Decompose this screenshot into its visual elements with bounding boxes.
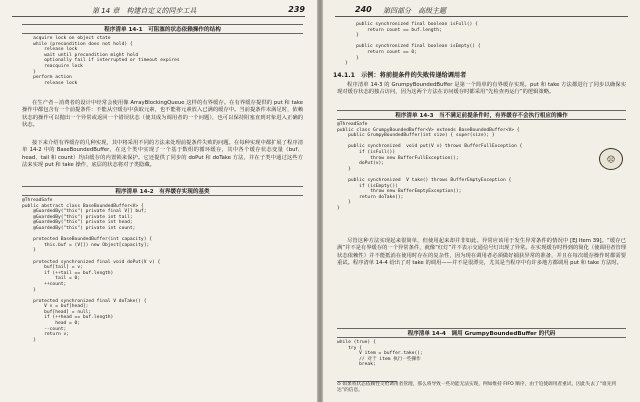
left-running-header	[12, 6, 305, 17]
listing-14-4	[337, 328, 626, 368]
grumpy-face-icon	[599, 148, 623, 170]
section-14-1-1	[333, 70, 626, 79]
footnote	[337, 381, 626, 394]
section-title: 14.1.1 示例：将前提条件的失败传递给调用者	[333, 72, 467, 79]
listing-14-3-code: @ThreadSafe public class GrumpyBoundedBuffer<V> extends BaseBoundedBuffer<V> { public GrumpyBoundedBuffer(int size) { super(size); } public synchronized void put(V v) throws BufferFullException { if (isFull()) throw new BufferFullException(); doPut(v); } public synchronized V take() throws BufferEmptyException { if (isEmpty()) throw new BufferEmptyException(); return doTake(); } }	[337, 122, 523, 211]
listing-14-2	[22, 186, 303, 343]
left-page-number: 239	[288, 5, 305, 14]
listing-14-4-title: 程序清单 14-4 调用 GrumpyBoundedBuffer 的代码	[407, 331, 556, 337]
left-page	[0, 0, 317, 402]
listing-14-4-code: while (true) { try { V item = buffer.take(); // 对于 item 执行一些操作 break;	[337, 340, 423, 368]
code-continuation-text: public synchronized final boolean isFull() { return count == buf.length; } public synchronized final boolean isEmpty() { return count == 0; } }	[345, 22, 481, 67]
code-continuation	[345, 22, 626, 67]
right-paragraph-1-text: 程序清单 14-3 的 GrumpyBoundedBuffer 是第一个简单的有界缓存实现。put 和 take 方法都进行了同步以确保实现对缓存状态的独占访问，因为这两个方法在访问缓存时都采用“先检查再运行”的逻辑策略。	[337, 82, 626, 96]
right-page	[323, 0, 640, 402]
right-page-number: 240	[355, 5, 372, 14]
listing-14-1-title: 程序清单 14-1 可阻塞的状态依赖操作的结构	[104, 27, 221, 33]
right-part-title: 第四部分 高级主题	[383, 7, 446, 15]
left-paragraph-2	[22, 140, 303, 169]
listing-14-2-code: @ThreadSafe public abstract class BaseBoundedBuffer<V> { @GuardedBy("this") private final V[] buf; @GuardedBy("this") private int tail; @GuardedBy("this") private int head; @GuardedBy("this") private int count; protected BaseBoundedBuffer(int capacity) { this.buf = (V[]) new Object[capacity]; } protected synchronized final void doPut(V v) { buf[tail] = v; if (++tail == buf.length) tail = 0; ++count; } protected synchronized final V doTake() { V v = buf[head]; buf[head] = null; if (++head == buf.length) head = 0; --count; return v; }	[22, 198, 161, 343]
right-paragraph-2	[337, 238, 626, 267]
footnote-text: ⊙ 如果将状态依赖性交给调用者管理，那么将导致一些功能无法实现，例如维持 FIFO 顺序，由于迫使调用者重试，因此失去了“谁先到达”的信息。	[337, 382, 617, 394]
right-paragraph-2-text: 尽管这种方法实现起来很简单，但使用起来却并非如此。异常应该用于发生异常条件的情况中 [EJ Item 39]。“缓存已满”并不是有界缓存的一个异常条件，就像“红灯”并不表示交通信号灯出现了异常。在实现缓存时得到的简化（使调用者管理状态依赖性）并不能抵消在使用时存在的复杂性，因为现在调用者必须做好捕获异常的准备，并且在每次缓存操作时都需要重试。程序清单 14-4 给出了对 take 的调用——并不是很漂亮，尤其是当程序中有许多地方都调用 put 和 take 方法时。	[337, 238, 626, 266]
right-paragraph-1	[337, 82, 626, 97]
right-running-header	[335, 6, 628, 17]
left-paragraph-2-text: 接下来介绍有界缓存的几种实现，其中将采用不同的方法来处理前提条件失败的问题。在每种实现中都扩展了程序清单 14-2 中的 BaseBoundedBuffer，在这个类中实现了一个基于数组的循环缓存，其中各个缓存状态变量（buf、head、tail 和 count）均由缓存的内置锁来保护。它还提供了同步的 doPut 和 doTake 方法，并在子类中通过这些方法来实现 put 和 take 操作，底层的状态将对子类隐藏。	[22, 140, 303, 168]
left-chapter-title: 第 14 章 构建自定义的同步工具	[92, 7, 197, 15]
listing-14-3	[337, 110, 626, 212]
grumpy-face-glyph: ☹	[606, 154, 616, 164]
listing-14-1	[22, 24, 303, 86]
listing-14-1-code: acquire lock on object state while (precondition does not hold) { release lock wait until precondition might hold optionally fail if interrupted or timeout expires reacquire lock } perform action release lock	[33, 36, 180, 86]
left-paragraph-1-text: 在生产者－消费者的设计中经常会使用像 ArrayBlockingQueue 这样的有界缓存。在有界缓存提供的 put 和 take 操作中都包含有一个前提条件：不能从空缓存中获取元素，也不能将元素放入已满的缓存中。当前提条件未满足时，依赖状态的操作可以抛出一个异常或返回一个错误状态（使其成为调用者的一个问题），也可以保持阻塞直到对象进入正确的状态。	[22, 100, 303, 128]
left-paragraph-1	[22, 100, 303, 129]
listing-14-2-title: 程序清单 14-2 有界缓存实现的基类	[115, 189, 210, 195]
listing-14-3-title: 程序清单 14-3 当不满足前提条件时，有界缓存不会执行相应的操作	[395, 113, 568, 119]
